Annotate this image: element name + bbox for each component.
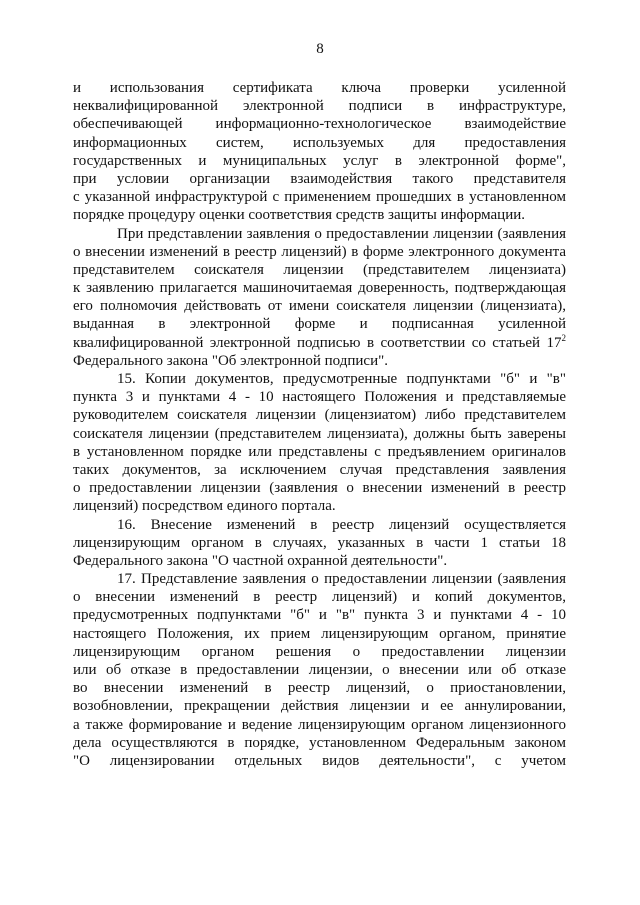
text-line: выданная в электронной форме и подписанная усиленной bbox=[73, 316, 566, 333]
text-line: порядке процедуру оценки соответствия средств защиты информации. bbox=[73, 207, 525, 224]
text-line: Федерального закона "О частной охранной деятельности". bbox=[73, 552, 448, 569]
text-word: соответствии bbox=[380, 334, 466, 351]
text-line: о внесении изменений в реестр лицензий) в форме электронного документа bbox=[73, 243, 566, 260]
text-line: лицензий) посредством единого портала. bbox=[73, 498, 336, 515]
text-line: к заявлению прилагается машиночитаемая доверенность, подтверждающая bbox=[73, 280, 566, 297]
text-line: 17. Представление заявления о предоставлении лицензии (заявления bbox=[117, 571, 566, 588]
text-line: дела осуществляются в порядке, установленном Федеральным законом bbox=[73, 734, 566, 751]
text-line: соискателя лицензии (представителем лицензиата), должны быть заверены bbox=[73, 425, 566, 442]
superscript-article-number: 2 bbox=[561, 332, 566, 343]
text-word: подписью bbox=[297, 334, 361, 351]
text-line: Федерального закона "Об электронной подписи". bbox=[73, 352, 388, 369]
text-word: в bbox=[366, 334, 375, 351]
text-line: неквалифицированной электронной подписи в инфраструктуре, bbox=[73, 98, 566, 115]
text-line: в установленном порядке или представлены с предъявлением оригиналов bbox=[73, 443, 566, 460]
text-line: 16. Внесение изменений в реестр лицензий осуществляется bbox=[117, 516, 566, 533]
page-number: 8 bbox=[316, 41, 324, 57]
text-line: 15. Копии документов, предусмотренные подпунктами "б" и "в" bbox=[117, 371, 566, 387]
text-line: а также формирование и ведение лицензирующим органом лицензионного bbox=[73, 716, 566, 733]
paragraph-17 bbox=[73, 570, 566, 770]
paragraph-15 bbox=[73, 370, 566, 516]
paragraph-16 bbox=[73, 516, 566, 571]
text-line: о внесении изменений в реестр лицензий) и копий документов, bbox=[73, 589, 566, 606]
text-line: о предоставлении лицензии (заявления о внесении изменений в реестр bbox=[73, 480, 566, 497]
text-line: предусмотренных подпунктами "б" и "в" пункта 3 и пунктами 4 - 10 bbox=[73, 607, 566, 624]
text-line: с указанной инфраструктурой с применением прошедших в установленном bbox=[73, 189, 566, 206]
text-line: и использования сертификата ключа проверки усиленной bbox=[73, 80, 566, 96]
text-word: статьей bbox=[492, 334, 541, 351]
text-line: во внесении изменений в реестр лицензий, о приостановлении, bbox=[73, 680, 566, 697]
text-line: лицензирующим органом решения о предоставлении лицензии bbox=[73, 643, 566, 660]
text-line: настоящего Положения, их прием лицензирующим органом, принятие bbox=[73, 625, 566, 642]
text-word: квалифицированной bbox=[73, 334, 204, 351]
text-word: $17^2$ bbox=[546, 332, 566, 351]
paragraph-power-of-attorney bbox=[73, 225, 566, 371]
text-line: информационных систем, используемых для предоставления bbox=[73, 134, 566, 151]
text-line: при условии организации взаимодействия такого представителя bbox=[73, 170, 566, 187]
text-line: обеспечивающей информационно-технологическое взаимодействие bbox=[73, 116, 566, 133]
text-word: электронной bbox=[209, 334, 291, 351]
text-line: представителем соискателя лицензии (представителем лицензиата) bbox=[73, 261, 566, 278]
text-line: его полномочия действовать от имени соискателя лицензии (лицензиата), bbox=[73, 298, 566, 315]
text-line: пункта 3 и пунктами 4 - 10 настоящего Положения и представляемые bbox=[73, 389, 566, 406]
text-line: "О лицензировании отдельных видов деятельности", с учетом bbox=[73, 752, 566, 769]
text-line: или об отказе в предоставлении лицензии, о внесении или об отказе bbox=[73, 662, 566, 678]
paragraph-continuation bbox=[73, 79, 566, 225]
text-word: со bbox=[471, 334, 486, 351]
text-line: При представлении заявления о предоставлении лицензии (заявления bbox=[117, 225, 566, 242]
text-line: возобновлении, прекращении действия лицензии и ее аннулировании, bbox=[73, 698, 566, 715]
text-line: государственных и муниципальных услуг в электронной форме", bbox=[73, 152, 566, 169]
text-line-with-superscript bbox=[73, 334, 566, 352]
document-body bbox=[73, 79, 566, 770]
text-line: руководителем соискателя лицензии (лицензиатом) либо представителем bbox=[73, 407, 566, 424]
text-line: лицензирующим органом в случаях, указанных в части 1 статьи 18 bbox=[73, 534, 566, 551]
text-line: таких документов, за исключением случая представления заявления bbox=[73, 461, 566, 478]
